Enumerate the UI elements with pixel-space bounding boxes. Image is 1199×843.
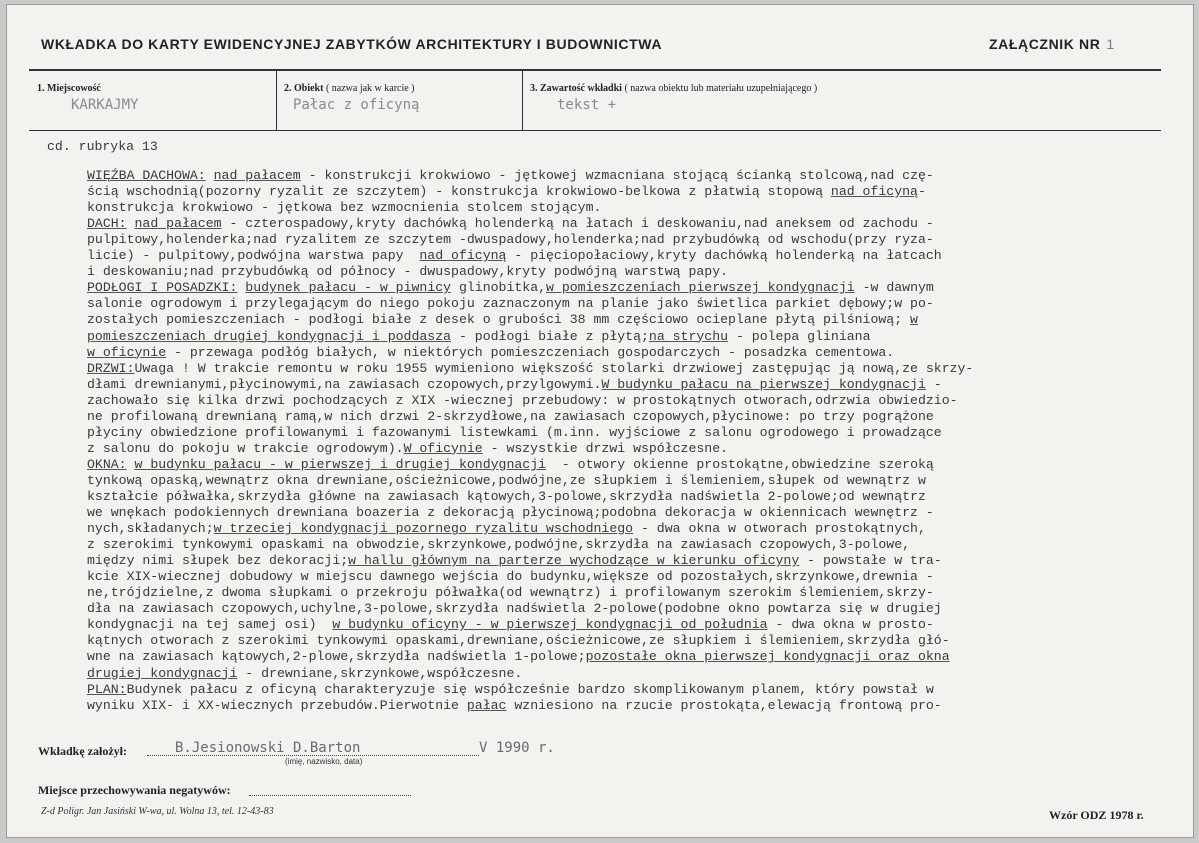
body-text-run: z salonu do pokoju w trakcie ogrodowym).: [87, 440, 404, 456]
underlined-heading: PODŁOGI I POSADZKI:: [87, 280, 238, 296]
body-text-run: nych,składanych;: [87, 521, 214, 537]
printer-imprint: Z-d Poligr. Jan Jasiński W-wa, ul. Wolna 13, tel. 12-43-83: [41, 806, 274, 817]
body-text-run: licie) - pulpitowy,podwójna warstwa papy: [87, 248, 420, 264]
underlined-heading: w budynku oficyny - w pierwszej kondygnacji od południa: [332, 617, 768, 633]
body-text-run: - wszystkie drzwi współczesne.: [482, 440, 729, 456]
body-line: [87, 312, 1185, 328]
underlined-heading: nad pałacem: [134, 216, 222, 232]
underlined-heading: w: [910, 312, 918, 328]
body-text-run: - otwory okienne prostokątne,obwiedzine szeroką: [546, 456, 934, 472]
underlined-heading: DACH:: [87, 216, 127, 232]
underlined-heading: w oficynie: [87, 344, 167, 360]
body-line: [87, 296, 1185, 312]
body-text-run: -: [925, 376, 942, 392]
body-text-run: wzniesiono na rzucie prostokąta,elewacją frontową pro-: [506, 697, 942, 713]
body-text-run: płyciny obwiedzione profilowanymi i fazowanymi listewkami (m.inn. wyjściowe z salonu ogrodowego i prowadzące: [87, 424, 942, 440]
body-line: [87, 200, 1185, 216]
form-title: WKŁADKA DO KARTY EWIDENCYJNEJ ZABYTKÓW ARCHITEKTURY I BUDOWNICTWA: [41, 36, 663, 52]
typewritten-body: [45, 139, 1185, 714]
form-model: Wzór ODZ 1978 r.: [1049, 808, 1144, 822]
body-text-run: -w dawnym: [854, 280, 934, 296]
body-line: [87, 361, 1185, 377]
underlined-heading: pomieszczeniach drugiej kondygnacji i poddasza: [87, 328, 452, 344]
body-text-run: - czterospadowy,kryty dachówką holenderką na łatach i deskowaniu,nad aneksem od zachodu -: [221, 216, 934, 232]
body-line: [87, 569, 1185, 585]
attachment-number: [989, 36, 1115, 52]
body-line: [87, 232, 1185, 248]
field-locality-value: KARKAJMY: [71, 97, 139, 113]
body-line: [87, 682, 1185, 698]
body-text-run: -: [917, 184, 926, 200]
body-text-run: - konstrukcji krokwiowo - jętkowej wzmacniana stojącą ścianką stolcową,nad czę-: [300, 168, 934, 184]
body-line: [87, 537, 1185, 553]
underlined-heading: WIĘŹBA DACHOWA:: [87, 168, 206, 184]
body-line: [87, 248, 1185, 264]
body-text-run: - drewniane,skrzynkowe,współczesne.: [237, 665, 523, 681]
field-divider-2: [522, 71, 523, 131]
body-line: [87, 601, 1185, 617]
underlined-heading: nad oficyną: [830, 184, 918, 200]
field-locality-label: 1. Miejscowość: [37, 83, 101, 94]
body-line: [87, 345, 1185, 361]
body-text-run: Uwaga ! W trakcie remontu w roku 1955 wymieniono większość stolarki drzwiowej zastępując ją nową,ze skrzy-: [134, 360, 974, 376]
founder-date: V 1990 r.: [479, 740, 555, 756]
body-text-run: pulpitowy,holenderka;nad ryzalitem ze szczytem -dwuspadowy,holenderka;nad przybudówką od wschodu(przy ryza-: [87, 232, 934, 248]
underlined-heading: w pomieszczeniach pierwszej kondygnacji: [546, 280, 855, 296]
body-text-run: - pięciopołaciowy,kryty dachówką holenderką na łatcach: [506, 248, 942, 264]
body-text-run: [127, 216, 135, 231]
body-text-run: i deskowaniu;nad przybudówką od północy - dwuspadowy,kryty podwójną warstwą papy.: [87, 264, 729, 280]
body-line: [87, 377, 1185, 393]
body-text-run: zachowało się kilka drzwi pochodzących z XIX -wiecznej przebudowy: w prostokątnych otworach,odrzwia obwiedzio-: [87, 392, 958, 408]
field-object-label: 2. Obiekt ( nazwa jak w karcie ): [284, 83, 415, 94]
field-divider-1: [276, 71, 277, 131]
attachment-number-value: 1: [1106, 36, 1115, 52]
body-line: [87, 329, 1185, 345]
record-card: [6, 4, 1194, 838]
body-line: [87, 505, 1185, 521]
body-text-run: wyniku XIX- i XX-wiecznych przebudów.Pierwotnie: [87, 697, 467, 713]
body-line: [87, 184, 1185, 200]
body-text-run: - polepa gliniana: [728, 328, 871, 344]
body-text-run: - powstałe w tra-: [799, 553, 942, 569]
underlined-heading: budynek pałacu - w piwnicy: [245, 280, 452, 296]
body-text-run: - dwa okna w prosto-: [767, 617, 934, 633]
body-text-run: ne,trójdzielne,z dwoma słupkami o przekroju półwałka(od wewnątrz) i profilowanym szerokim ślemieniem,skrzy-: [87, 585, 934, 601]
body-line: [87, 633, 1185, 649]
body-text-run: glinobitka,: [451, 280, 547, 296]
body-line: [87, 216, 1185, 232]
body-text-run: [206, 168, 214, 183]
underlined-heading: W oficynie: [403, 440, 483, 456]
body-line: [87, 666, 1185, 682]
fields-rule: [29, 130, 1161, 131]
body-text-run: między nimi słupek bez dekoracji;: [87, 553, 349, 569]
body-text-run: Budynek pałacu z oficyną charakteryzuje się współcześnie bardzo skomplikowanym planem, który powstał w: [126, 681, 934, 697]
body-line: [87, 425, 1185, 441]
body-line: [87, 441, 1185, 457]
body-line: [87, 585, 1185, 601]
header-rule: [29, 69, 1161, 71]
body-line: [87, 473, 1185, 489]
underlined-heading: drugiej kondygnacji: [87, 665, 238, 681]
body-text-run: dłami drewnianymi,płycinowymi,na zawiasach czopowych,przylgowymi.: [87, 376, 602, 392]
body-text-run: dła na zawiasach czopowych,uchylne,3-polowe,skrzydła nadświetla 2-polowe(podobne okno powtarza się w drugiej: [87, 601, 942, 617]
underlined-heading: w hallu głównym na parterze wychodzące w kierunku oficyny: [348, 553, 800, 569]
underlined-heading: w trzeciej kondygnacji pozornego ryzalitu wschodniego: [213, 521, 634, 537]
body-line: [87, 521, 1185, 537]
body-text-run: zostałych pomieszczeniach - podłogi białe z desek o grubości 38 mm częściowo ocieplane płytą pilśniową;: [87, 312, 911, 328]
underlined-heading: nad oficyną: [419, 248, 507, 264]
body-text-run: - przewaga podłóg białych, w niektórych pomieszczeniach gospodarczych - posadzka cementowa.: [166, 344, 895, 360]
body-text: [45, 168, 1185, 714]
body-line: [87, 553, 1185, 569]
continuation-note: cd. rubryka 13: [47, 139, 158, 154]
field-contents-label: 3. Zawartość wkładki ( nazwa obiektu lub materiału uzupełniającego ): [530, 83, 818, 94]
underlined-heading: pałac: [466, 697, 507, 713]
body-text-run: ścią wschodnią(pozorny ryzalit ze szczytem) - konstrukcja krokwiowo-belkowa z płatwią stopową: [87, 184, 831, 200]
body-line: [87, 617, 1185, 633]
founder-names: B.Jesionowski D.Barton: [175, 740, 361, 756]
body-text-run: kątnych otworach z szerokimi tynkowymi opaskami,drewniane,ościeżnicowe,ze słupkiem i ślemieniem,skrzydła głó-: [87, 633, 950, 649]
body-text-run: [127, 457, 135, 472]
body-text-run: kształcie półwałka,skrzydła główne na zawiasach kątowych,3-polowe,skrzydła nadświetla 2-polowe;od wewnątrz: [87, 488, 926, 504]
body-line: [87, 168, 1185, 184]
body-text-run: salonie ogrodowym i przylegającym do niego pokoju zaznaczonym na planie jako świetlica parkiet dębowy;w po-: [87, 296, 934, 312]
body-line: [87, 698, 1185, 714]
negatives-label: Miejsce przechowywania negatywów:: [38, 783, 231, 797]
body-line: [87, 649, 1185, 665]
field-object-value: Pałac z oficyną: [293, 97, 420, 113]
underlined-heading: DRZWI:: [87, 360, 135, 376]
body-line: [87, 280, 1185, 296]
body-line: [87, 489, 1185, 505]
body-line: [87, 393, 1185, 409]
underlined-heading: nad pałacem: [213, 168, 301, 184]
field-contents-value: tekst +: [557, 97, 617, 113]
body-text-run: konstrukcja krokwiowo - jętkowa bez wzmocnienia stolcem stojącym.: [87, 200, 602, 216]
underlined-heading: pozostałe okna pierwszej kondygnacji oraz okna: [585, 649, 950, 665]
underlined-heading: W budynku pałacu na pierwszej kondygnacji: [601, 376, 926, 392]
founder-label: Wkładkę założył:: [38, 744, 127, 758]
body-text-run: we wnękach podokiennych drewniana boazeria z dekoracją płycinową;podobna dekoracja w okiennicach wewnętrz -: [87, 505, 934, 521]
underlined-heading: w budynku pałacu - w pierwszej i drugiej kondygnacji: [134, 456, 547, 472]
body-line: [87, 264, 1185, 280]
body-text-run: - podłogi białe z płytą;: [451, 328, 649, 344]
body-line: [87, 457, 1185, 473]
body-text-run: - dwa okna w otworach prostokątnych,: [633, 521, 926, 537]
body-text-run: kondygnacji na tej samej osi): [87, 617, 333, 633]
body-text-run: z szerokimi tynkowymi opaskami na obwodzie,skrzynkowe,podwójne,skrzydła na zawiasach czopowych,3-polowe,: [87, 537, 911, 553]
body-line: [87, 409, 1185, 425]
attachment-label: ZAŁĄCZNIK NR: [989, 36, 1101, 52]
body-text-run: kcie XIX-wiecznej dobudowy w miejscu dawnego wejścia do budynku,większe od pozostałych,skrzynkowe,drewnia -: [87, 569, 934, 585]
body-text-run: wne na zawiasach kątowych,2-plowe,skrzydła nadświetla 1-polowe;: [87, 649, 586, 665]
underlined-heading: PLAN:: [87, 681, 127, 697]
body-text-run: ne profilowaną drewnianą ramą,w nich drzwi 2-skrzydłowe,na zawiasach czopowych,płycinowe: po trzy pogrążone: [87, 408, 934, 424]
founder-sublabel: (imię, nazwisko, data): [285, 757, 363, 766]
negatives-line: [249, 795, 411, 796]
underlined-heading: OKNA:: [87, 456, 127, 472]
body-text-run: tynkową opaską,wewnątrz okna drewniane,ościeżnicowe,podwójne,ze słupkiem i ślemieniem,słupek od wewnątrz w: [87, 472, 926, 488]
underlined-heading: na strychu: [648, 328, 729, 344]
